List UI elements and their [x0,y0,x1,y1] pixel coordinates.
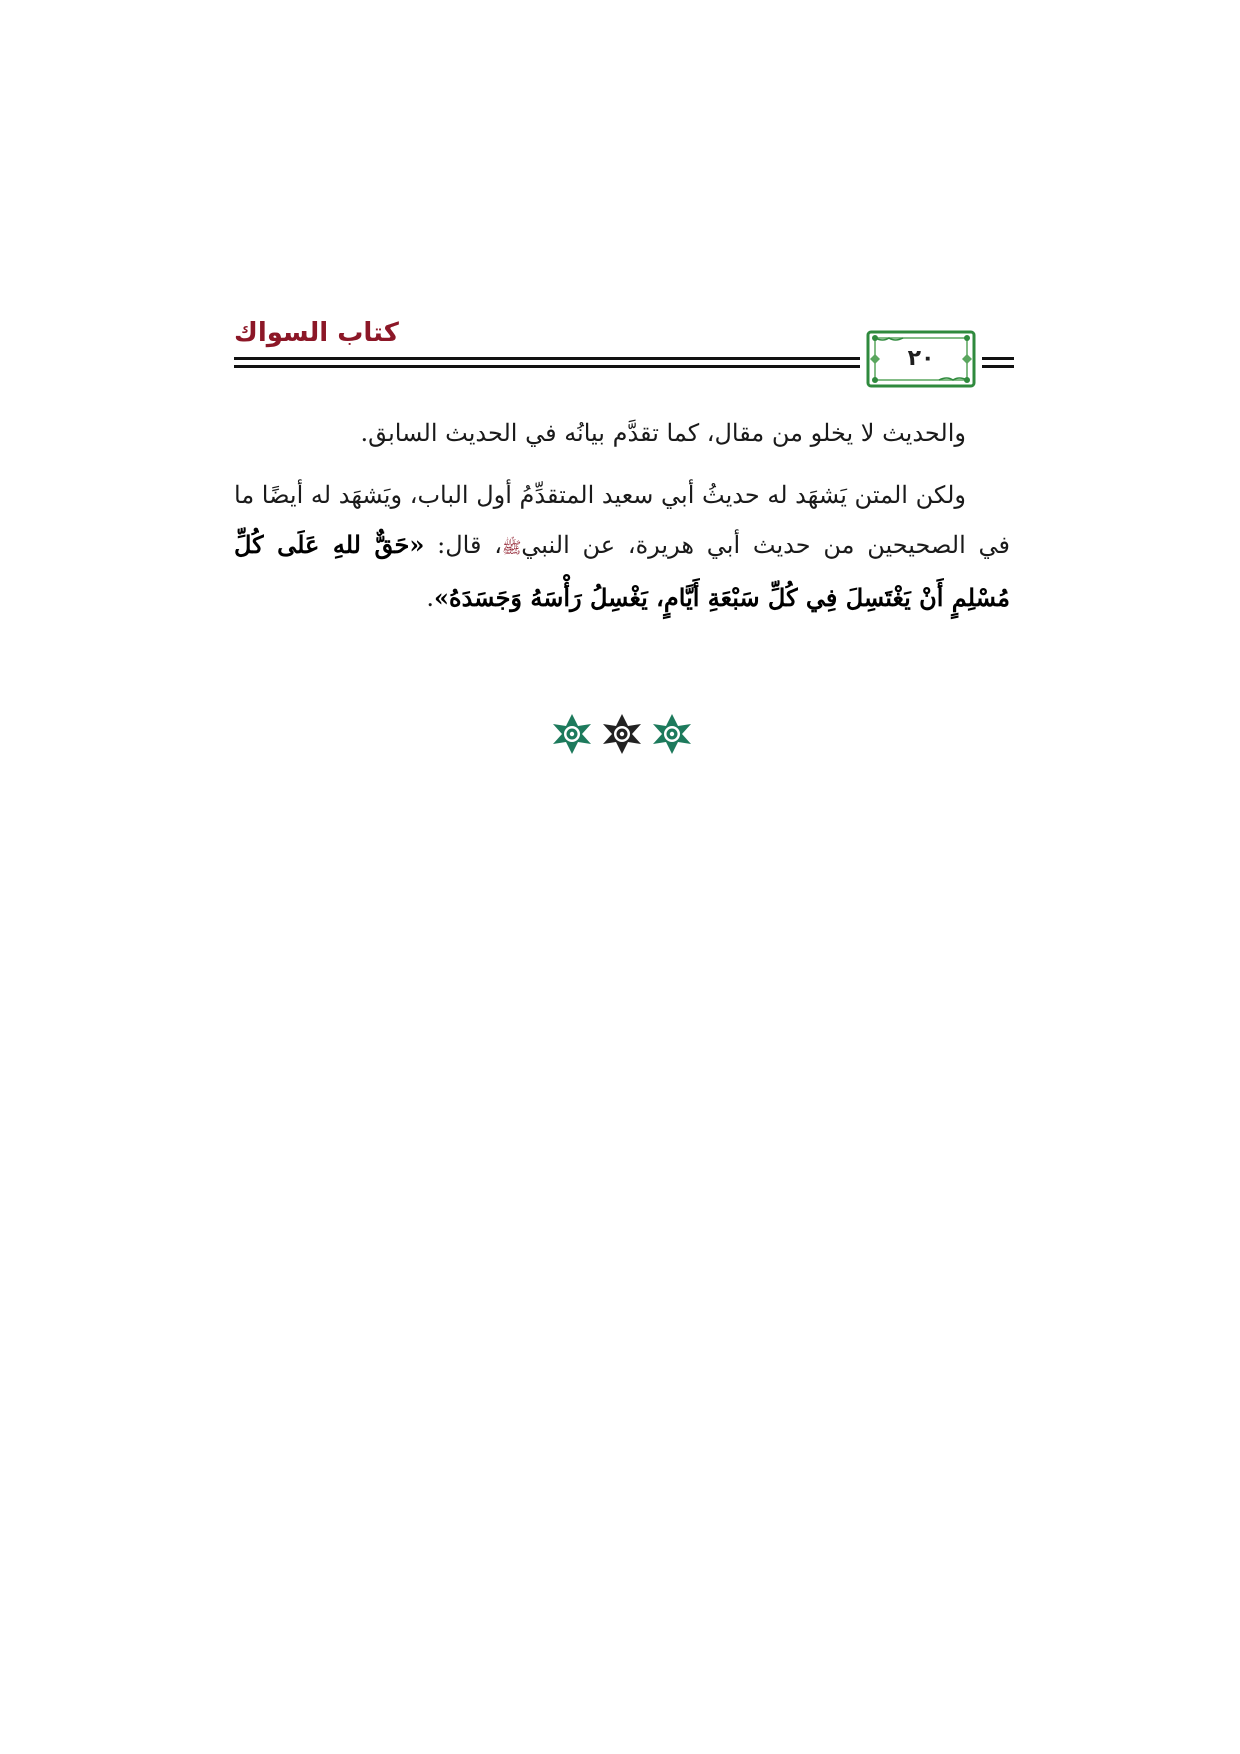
page-header [234,318,1014,390]
paragraph-2-mid: ، قال: [424,531,502,559]
star-rosette-icon [600,712,644,756]
paragraph-2 [234,470,1010,623]
header-rule-right-bottom [982,365,1014,368]
book-title: كتاب السواك [234,318,399,348]
section-end-ornaments [550,712,700,760]
paragraph-2-intro: ولكن المتن يَشهَد له حديثُ أبي سعيد المتقدِّمُ أول الباب، ويَشهَد له أيضًا ما في الصحيحين من حديث أبي هريرة، عن النبي [234,481,1011,559]
body-text [234,408,1010,623]
header-rule-bottom [234,365,860,368]
paragraph-1: والحديث لا يخلو من مقال، كما تقدَّم بيانُه في الحديث السابق. [360,419,966,447]
paragraph-2-end: . [426,584,434,612]
page-number-badge [866,330,976,388]
star-rosette-icon [550,712,594,756]
header-rule-top [234,357,860,360]
hadith-quote: «حَقٌّ للهِ عَلَى كُلِّ مُسْلِمٍ أَنْ يَغْتَسِلَ فِي كُلِّ سَبْعَةِ أَيَّامٍ، يَغْسِلُ رَأْسَهُ وَجَسَدَهُ» [234,530,1010,612]
honorific-glyph: ﷺ [501,538,522,557]
star-rosette-icon [650,712,694,756]
page-number: ٢٠ [907,346,935,371]
header-rule-right-top [982,357,1014,360]
